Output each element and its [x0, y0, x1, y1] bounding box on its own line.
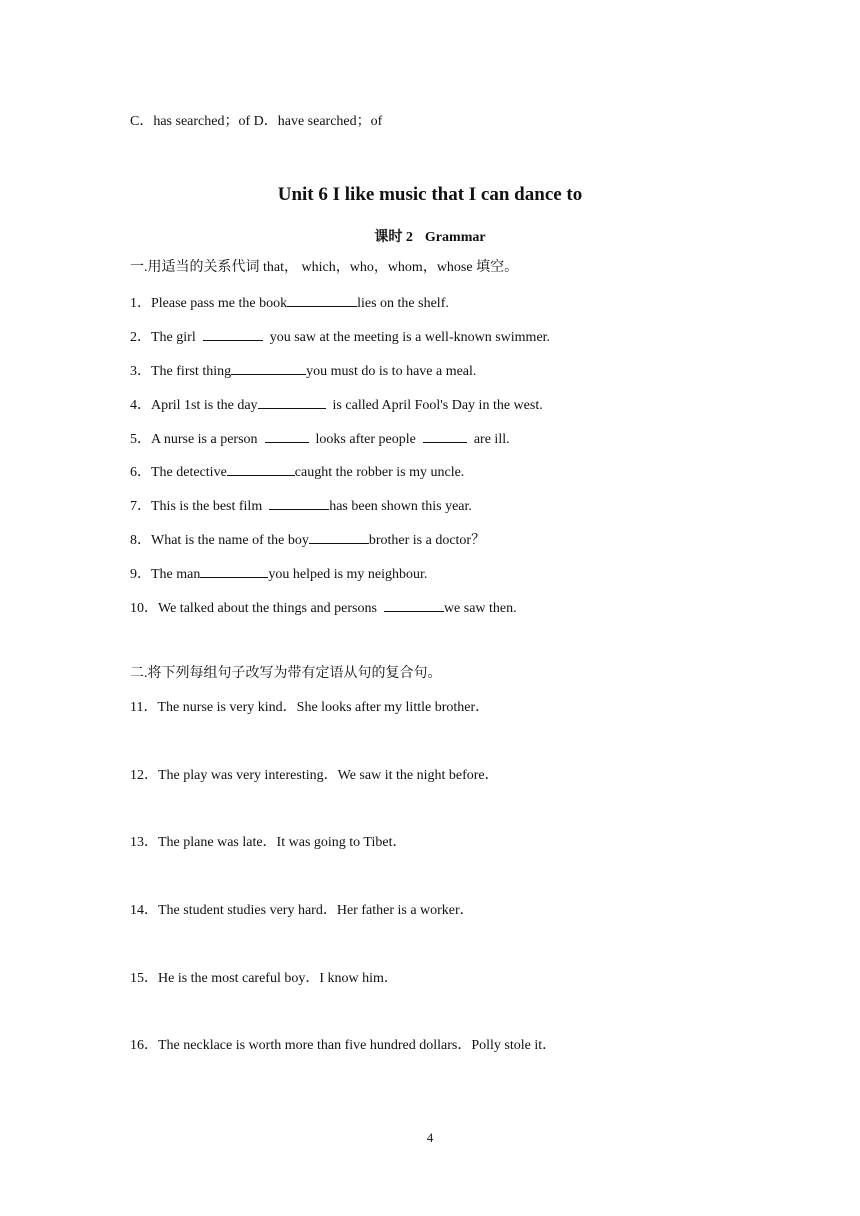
fill-item-8: 8．What is the name of the boy brother is a doctor？	[130, 530, 485, 550]
rewrite-item-16: 16．The necklace is worth more than five hundred dollars．Polly stole it．	[130, 1038, 557, 1053]
previous-question-options: C．has searched；of D．have searched；of	[130, 114, 383, 129]
answer-blank[interactable]	[287, 293, 357, 307]
fill-item-1: 1．Please pass me the book lies on the shelf.	[130, 293, 449, 313]
answer-blank[interactable]	[269, 496, 329, 510]
section2-heading: 二.将下列每组句子改写为带有定语从句的复合句。	[130, 666, 442, 681]
lesson-label: 课时 2	[374, 230, 413, 245]
fill-item-5: 5．A nurse is a person looks after people are ill.	[130, 429, 510, 449]
fill-item-7: 7．This is the best film has been shown this year.	[130, 496, 472, 516]
answer-blank[interactable]	[231, 361, 306, 375]
answer-blank[interactable]	[203, 327, 263, 341]
fill-item-2: 2．The girl you saw at the meeting is a well-known swimmer.	[130, 327, 550, 347]
lesson-subtitle	[0, 226, 860, 246]
answer-blank[interactable]	[384, 598, 444, 612]
fill-item-6: 6．The detective caught the robber is my uncle.	[130, 462, 464, 482]
fill-item-4: 4．April 1st is the day is called April Fool's Day in the west.	[130, 395, 543, 415]
answer-blank[interactable]	[309, 530, 369, 544]
rewrite-item-11: 11．The nurse is very kind．She looks after my little brother．	[130, 700, 490, 715]
rewrite-item-12: 12．The play was very interesting．We saw it the night before．	[130, 768, 499, 783]
rewrite-item-14: 14．The student studies very hard．Her father is a worker．	[130, 903, 474, 918]
answer-blank[interactable]	[265, 429, 309, 443]
answer-blank[interactable]	[423, 429, 467, 443]
fill-item-9: 9．The man you helped is my neighbour.	[130, 564, 427, 584]
answer-blank[interactable]	[200, 564, 268, 578]
lesson-topic: Grammar	[424, 230, 486, 245]
answer-blank[interactable]	[227, 462, 295, 476]
rewrite-item-15: 15．He is the most careful boy．I know him．	[130, 971, 398, 986]
fill-item-10: 10．We talked about the things and persons we saw then.	[130, 598, 517, 618]
section1-heading: 一.用适当的关系代词 that， which，who，whom，whose 填空。	[130, 260, 519, 275]
answer-blank[interactable]	[258, 395, 326, 409]
rewrite-item-13: 13．The plane was late．It was going to Tibet．	[130, 835, 407, 850]
page-number: 4	[426, 1130, 434, 1145]
unit-title: Unit 6 I like music that I can dance to	[277, 184, 583, 205]
fill-item-3: 3．The first thing you must do is to have a meal.	[130, 361, 476, 381]
